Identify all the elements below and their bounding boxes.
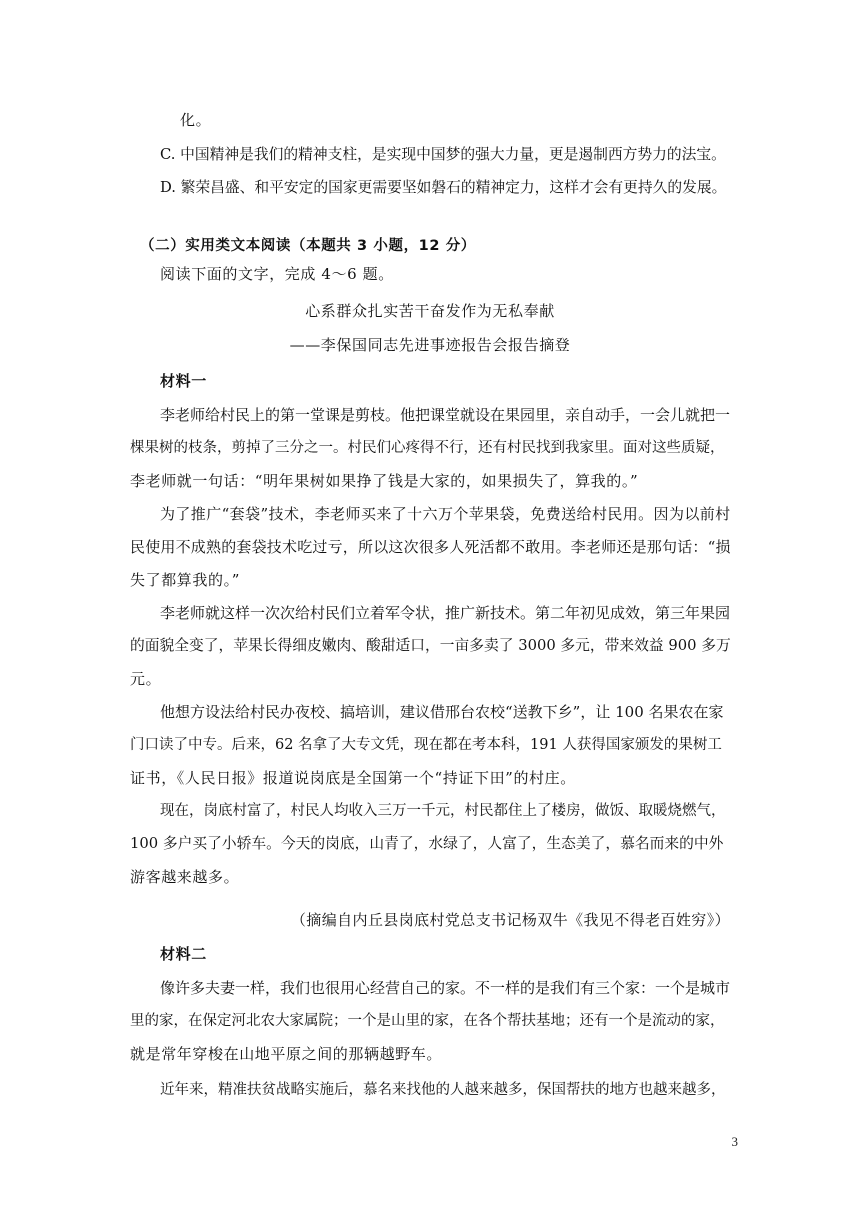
paragraph-line: 里的家，在保定河北农大家属院；一个是山里的家，在各个帮扶基地；还有一个是流动的家，: [130, 1013, 725, 1029]
paragraph-line: 近年来，精准扶贫战略实施后，慕名来找他的人越来越多，保国帮扶的地方也越来越多，: [160, 1082, 726, 1098]
instruction: 阅读下面的文字，完成 4～6 题。: [160, 265, 394, 283]
page-number: 3: [731, 1134, 738, 1149]
option-c: C. 中国精神是我们的精神支柱，是实现中国梦的强大力量，更是遏制西方势力的法宝。: [160, 146, 726, 163]
paragraph-line: 元。: [130, 670, 162, 688]
article-title: 心系群众扎实苦干奋发作为无私奉献: [305, 302, 555, 320]
option-d: D. 繁荣昌盛、和平安定的国家更需要坚如磐石的精神定力，这样才会有更持久的发展。: [160, 179, 727, 196]
paragraph-line: 失了都算我的。”: [130, 571, 240, 589]
source-citation: （摘编自内丘县岗底村党总支书记杨双牛《我见不得老百姓穷》）: [290, 911, 730, 929]
paragraph-line: 为了推广“套袋”技术，李老师买来了十六万个苹果袋，免费送给村民用。因为以前村: [160, 505, 731, 523]
paragraph-line: 的面貌全变了，苹果长得细皮嫩肉、酸甜适口，一亩多卖了 3000 多元，带来效益 900 多万: [130, 637, 731, 654]
paragraph-line: 100 多户买了小轿车。今天的岗底，山青了，水绿了，人富了，生态美了，慕名而来的中外: [130, 835, 724, 852]
paragraph-line: 民使用不成熟的套袋技术吃过亏，所以这次很多人死活都不敢用。李老师还是那句话：“损: [130, 538, 731, 556]
paragraph-line: 游客越来越多。: [130, 868, 240, 886]
paragraph-line: 像许多夫妻一样，我们也很用心经营自己的家。不一样的是我们有三个家：一个是城市: [160, 979, 731, 997]
paragraph-line: 李老师给村民上的第一堂课是剪枝。他把课堂就设在果园里，亲自动手，一会儿就把一: [160, 406, 731, 424]
paragraph-line: 门口读了中专。后来，62 名拿了大专文凭，现在都在考本科，191 人获得国家颁发的果树工: [130, 737, 722, 753]
material-two-heading: 材料二: [160, 945, 207, 963]
text-line: 化。: [180, 111, 212, 129]
material-one-heading: 材料一: [160, 372, 207, 390]
paragraph-line: 李老师就一句话：“明年果树如果挣了钱是大家的，如果损失了，算我的。”: [130, 472, 639, 490]
paragraph-line: 证书，《人民日报》报道说岗底是全国第一个“持证下田”的村庄。: [130, 769, 576, 787]
paragraph-line: 他想方设法给村民办夜校、搞培训，建议借邢台农校“送教下乡”，让 100 名果农在家: [160, 703, 724, 721]
paragraph-line: 现在，岗底村富了，村民人均收入三万一千元，村民都住上了楼房，做饭、取暖烧燃气，: [160, 803, 726, 819]
paragraph-line: 就是常年穿梭在山地平原之间的那辆越野车。: [130, 1045, 443, 1063]
paragraph-line: 棵果树的枝条，剪掉了三分之一。村民们心疼得不行，还有村民找到我家里。面对这些质疑，: [130, 440, 725, 456]
article-subtitle: ——李保国同志先进事迹报告会报告摘登: [289, 336, 571, 354]
paragraph-line: 李老师就这样一次次给村民们立着军令状，推广新技术。第二年初见成效，第三年果园: [160, 604, 731, 622]
section-heading: （二）实用类文本阅读（本题共 3 小题，12 分）: [140, 238, 476, 254]
